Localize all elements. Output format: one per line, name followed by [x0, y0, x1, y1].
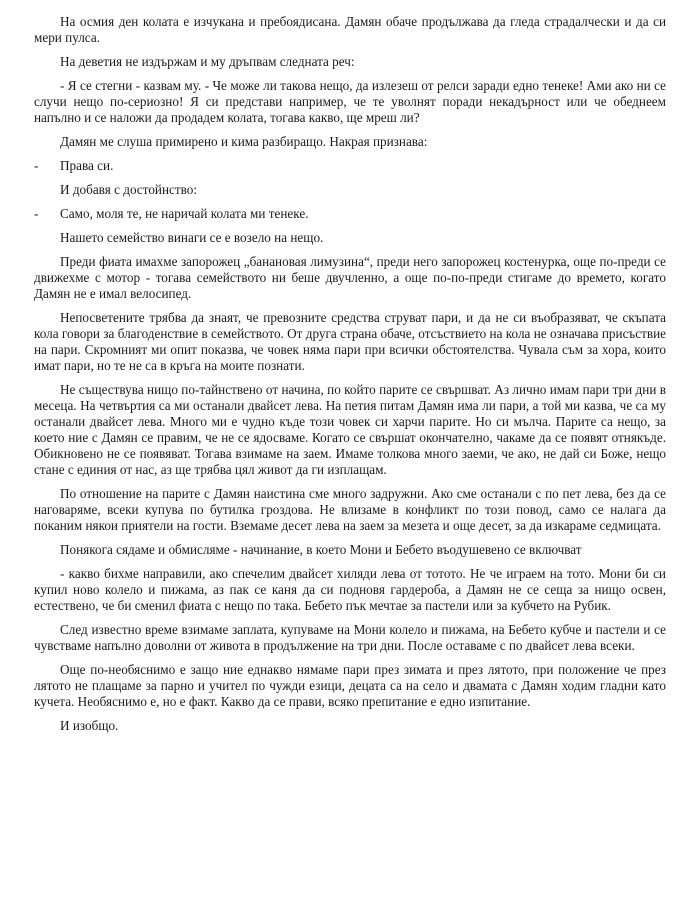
dialogue-text-1: Права си. — [60, 158, 114, 173]
paragraph-6: Нашето семейство винаги се е возело на нещо. — [60, 230, 324, 245]
paragraph-1: На осмия ден колата е изчукана и пребоядисана. Дамян обаче продължава да гледа страдалчески и да си мери пулса. — [34, 14, 666, 45]
paragraph-10: По отношение на парите с Дамян наистина сме много задружни. Ако сме останали с по пет лева, без да се наговаряме, всеки купува по бутилка гроздова. Не влизаме в конфликт по този повод, само се налага да поканим някои приятели на гости. Вземаме десет лева на заем за мезета и още десет, за да изкараме седмицата. — [34, 486, 666, 533]
paragraph-15: И изобщо. — [60, 718, 119, 733]
dialogue-text-2: Само, моля те, не наричай колата ми тенеке. — [60, 206, 309, 221]
paragraph-4: Дамян ме слуша примирено и кима разбиращо. Накрая признава: — [60, 134, 428, 149]
dialogue-dash-2: - — [34, 206, 39, 221]
paragraph-3: - Я се стегни - казвам му. - Че може ли такова нещо, да излезеш от релси заради едно тенеке! Ами ако ни се случи нещо по-сериозно! Я си представи например, че те уволнят поради некадърност или че обеднеем напълно и се наложи да продадем колата, тогава какво, ще мреш ли? — [34, 78, 666, 125]
document-page — [34, 14, 666, 734]
dialogue-dash-1: - — [34, 158, 39, 173]
paragraph-14: Още по-необяснимо е защо ние еднакво нямаме пари през зимата и през лятото, при положение че през лятото не плащаме за парно и учител по чужди езици, децата са на село и двамата с Дамян ходим гладни като кучета. Необяснимо е, но е факт. Какво да се прави, всяко препитание е едно изпитание. — [34, 662, 666, 709]
paragraph-2: На деветия не издържам и му дръпвам следната реч: — [60, 54, 355, 69]
paragraph-12: - какво бихме направили, ако спечелим двайсет хиляди лева от тотото. Не че играем на тото. Мони би си купил ново колело и пижама, аз пак се каня да си подновя гардероба, а Дамян не се сеща за нищо освен, естествено, че би сменил фиата с нещо по така. Бебето пък мечтае за пастели или за кубчето на Рубик. — [34, 566, 666, 613]
paragraph-5: И добавя с достойнство: — [60, 182, 198, 197]
paragraph-8: Непосветените трябва да знаят, че превозните средства струват пари, и да не си въобразяват, че скъпата кола говори за благоденствие в семейството. От друга страна обаче, отсъствието на кола не означава присъствие на пари. Скромният ми опит показва, че човек няма пари при всички обстоятелства. Чувала съм за хора, които имат пари, но те не са в кръга на моите познати. — [34, 310, 666, 373]
dialogue-line-1 — [34, 158, 666, 174]
paragraph-7: Преди фиата имахме запорожец „банановая лимузина“, преди него запорожец костенурка, още по-преди се движехме с мотор - тогава семейството ни беше двучленно, а още по-по-преди стигаме до времето, когато Дамян не е имал велосипед. — [34, 254, 666, 301]
paragraph-13: След известно време взимаме заплата, купуваме на Мони колело и пижама, на Бебето кубче и пастели и се чувстваме напълно доволни от живота в продължение на три дни. После оставаме с по двайсет лева всеки. — [34, 622, 666, 653]
paragraph-11: Понякога сядаме и обмисляме - начинание, в което Мони и Бебето въодушевено се включват — [60, 542, 582, 557]
paragraph-9: Не съществува нищо по-тайнствено от начина, по който парите се свършват. Аз лично имам пари три дни в месеца. На четвъртия са ми останали двайсет лева. На петия питам Дамян има ли пари, а той ми казва, че са му останали двайсет лева. Много ми е чудно къде този човек си харчи парите. Но си мълча. Парите са нещо, за което ние с Дамян се правим, че не се ядосваме. Когато се свършат окончателно, чакаме да се появят отнякъде. Обикновено не се появяват. Тогава взимаме на заем. Имаме толкова много заеми, че ако, не дай си Боже, нещо стане с единия от нас, аз ще трябва цял живот да ги изплащам. — [34, 382, 666, 477]
dialogue-line-2 — [34, 206, 666, 222]
